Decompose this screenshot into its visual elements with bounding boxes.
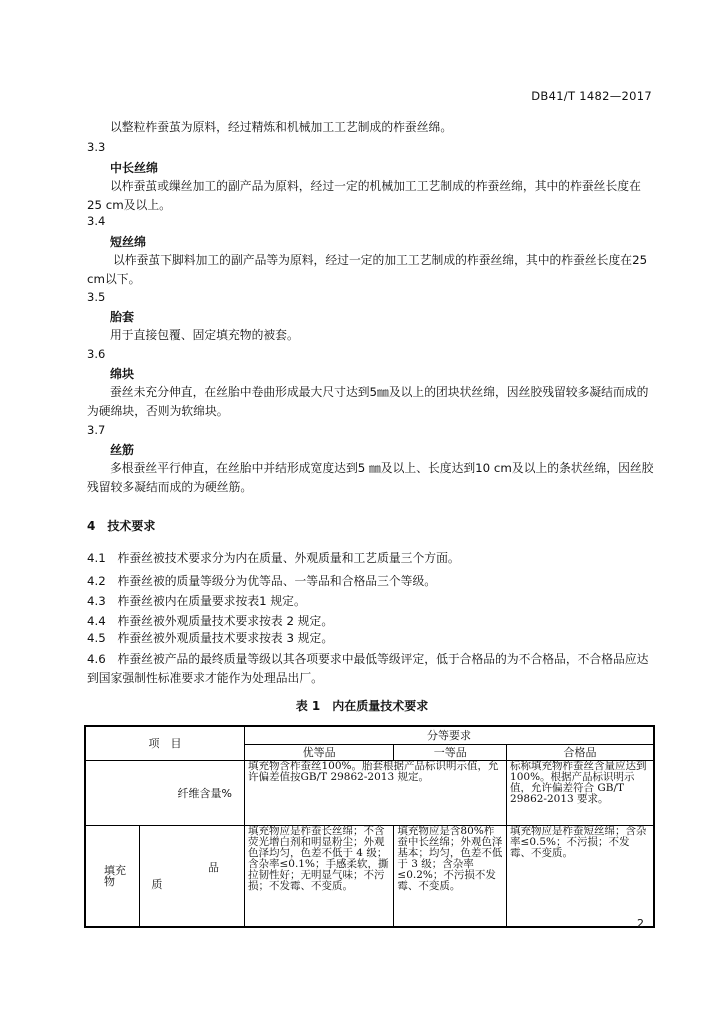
cell-fiber-qualified: 标称填充物柞蚕丝含量应达到100%。根据产品标识明示值，允许偏差符合 GB/T 29862-2013 要求。 (507, 760, 654, 826)
section-heading: 4 技术要求 (87, 519, 156, 533)
cell-quality-premium: 填充物应是柞蚕长丝绵；不含荧光增白剂和明显粉尘；外观色泽均匀，色差不低于 4 级；含杂率≤0.1%；手感柔软，撕拉韧性好；无明显气味；不污损；不发霉、不变质。 (244, 826, 393, 927)
definition-text: 多根蚕丝平行伸直，在丝胎中并结形成宽度达到5 ㎜及以上、长度达到10 cm及以上的条状丝绵，因丝胶残留较多凝结而成的为硬丝筋。 (87, 461, 654, 494)
row-label-fiber: 纤维含量% (85, 760, 244, 826)
page-number: 2 (637, 917, 644, 930)
term-title: 中长丝绵 (110, 161, 159, 175)
cell-quality-first: 填充物应是含80%柞蚕中长丝绵；外观色泽基本；均匀，色差不低于 3 级；含杂率≤0.2%；不污损不发霉、不变质。 (394, 826, 507, 927)
clause-number: 3.3 (87, 140, 106, 154)
term-title: 丝筋 (110, 443, 135, 457)
term-title: 短丝绵 (110, 235, 147, 249)
header-grade: 分等要求 (244, 726, 654, 744)
header-grade-qualified: 合格品 (507, 744, 654, 760)
clause-number: 3.4 (87, 214, 106, 228)
clause-number: 3.7 (87, 423, 106, 437)
cell-fiber-premium-first: 填充物含柞蚕丝100%。胎套根据产品标识明示值，允许偏差值按GB/T 29862-2013 规定。 (244, 760, 506, 826)
definition-text: 用于直接包覆、固定填充物的被套。 (110, 328, 299, 342)
row-label-filling: 填充物 (85, 826, 140, 927)
document-id: DB41/T 1482—2017 (531, 89, 652, 103)
quality-requirements-table (84, 725, 655, 928)
requirement-item: 4.6 柞蚕丝被产品的最终质量等级以其各项要求中最低等级评定，低于合格品的为不合格品，不合格品应达到国家强制性标准要求才能作为处理品出厂。 (87, 652, 649, 685)
term-title: 绵块 (110, 367, 135, 381)
definition-text: 蚕丝未充分伸直，在丝胎中卷曲形成最大尺寸达到5㎜及以上的团块状丝绵，因丝胶残留较多凝结而成的为硬绵块，否则为软绵块。 (87, 385, 649, 418)
requirement-item: 4.5 柞蚕丝被外观质量技术要求按表 3 规定。 (87, 631, 334, 645)
definition-text: 以整粒柞蚕茧为原料，经过精炼和机械加工工艺制成的柞蚕丝绵。 (110, 120, 453, 134)
table-caption: 表 1 内在质量技术要求 (295, 699, 429, 713)
requirement-item: 4.3 柞蚕丝被内在质量要求按表1 规定。 (87, 594, 306, 608)
requirement-item: 4.4 柞蚕丝被外观质量技术要求按表 2 规定。 (87, 614, 334, 628)
header-item: 项 目 (85, 726, 244, 760)
definition-text: 以柞蚕茧或缫丝加工的副产品为原料，经过一定的机械加工工艺制成的柞蚕丝绵，其中的柞蚕丝长度在25 cm及以上。 (87, 179, 641, 212)
requirement-item: 4.2 柞蚕丝被的质量等级分为优等品、一等品和合格品三个等级。 (87, 574, 437, 588)
clause-number: 3.6 (87, 347, 106, 361)
quality-label-char1: 品 (207, 861, 219, 875)
cell-quality-qualified: 填充物应是柞蚕短丝绵；含杂率≤0.5%；不污损；不发霉、不变质。 (507, 826, 654, 927)
quality-label-char2: 质 (151, 878, 163, 892)
row-label-quality (140, 826, 245, 927)
header-grade-premium: 优等品 (244, 744, 393, 760)
definition-text: 以柞蚕茧下脚料加工的副产品等为原料，经过一定的加工工艺制成的柞蚕丝绵，其中的柞蚕丝长度在25 cm以下。 (87, 253, 648, 286)
header-grade-first: 一等品 (394, 744, 507, 760)
term-title: 胎套 (110, 310, 135, 324)
requirement-item: 4.1 柞蚕丝被技术要求分为内在质量、外观质量和工艺质量三个方面。 (87, 551, 460, 565)
clause-number: 3.5 (87, 290, 106, 304)
